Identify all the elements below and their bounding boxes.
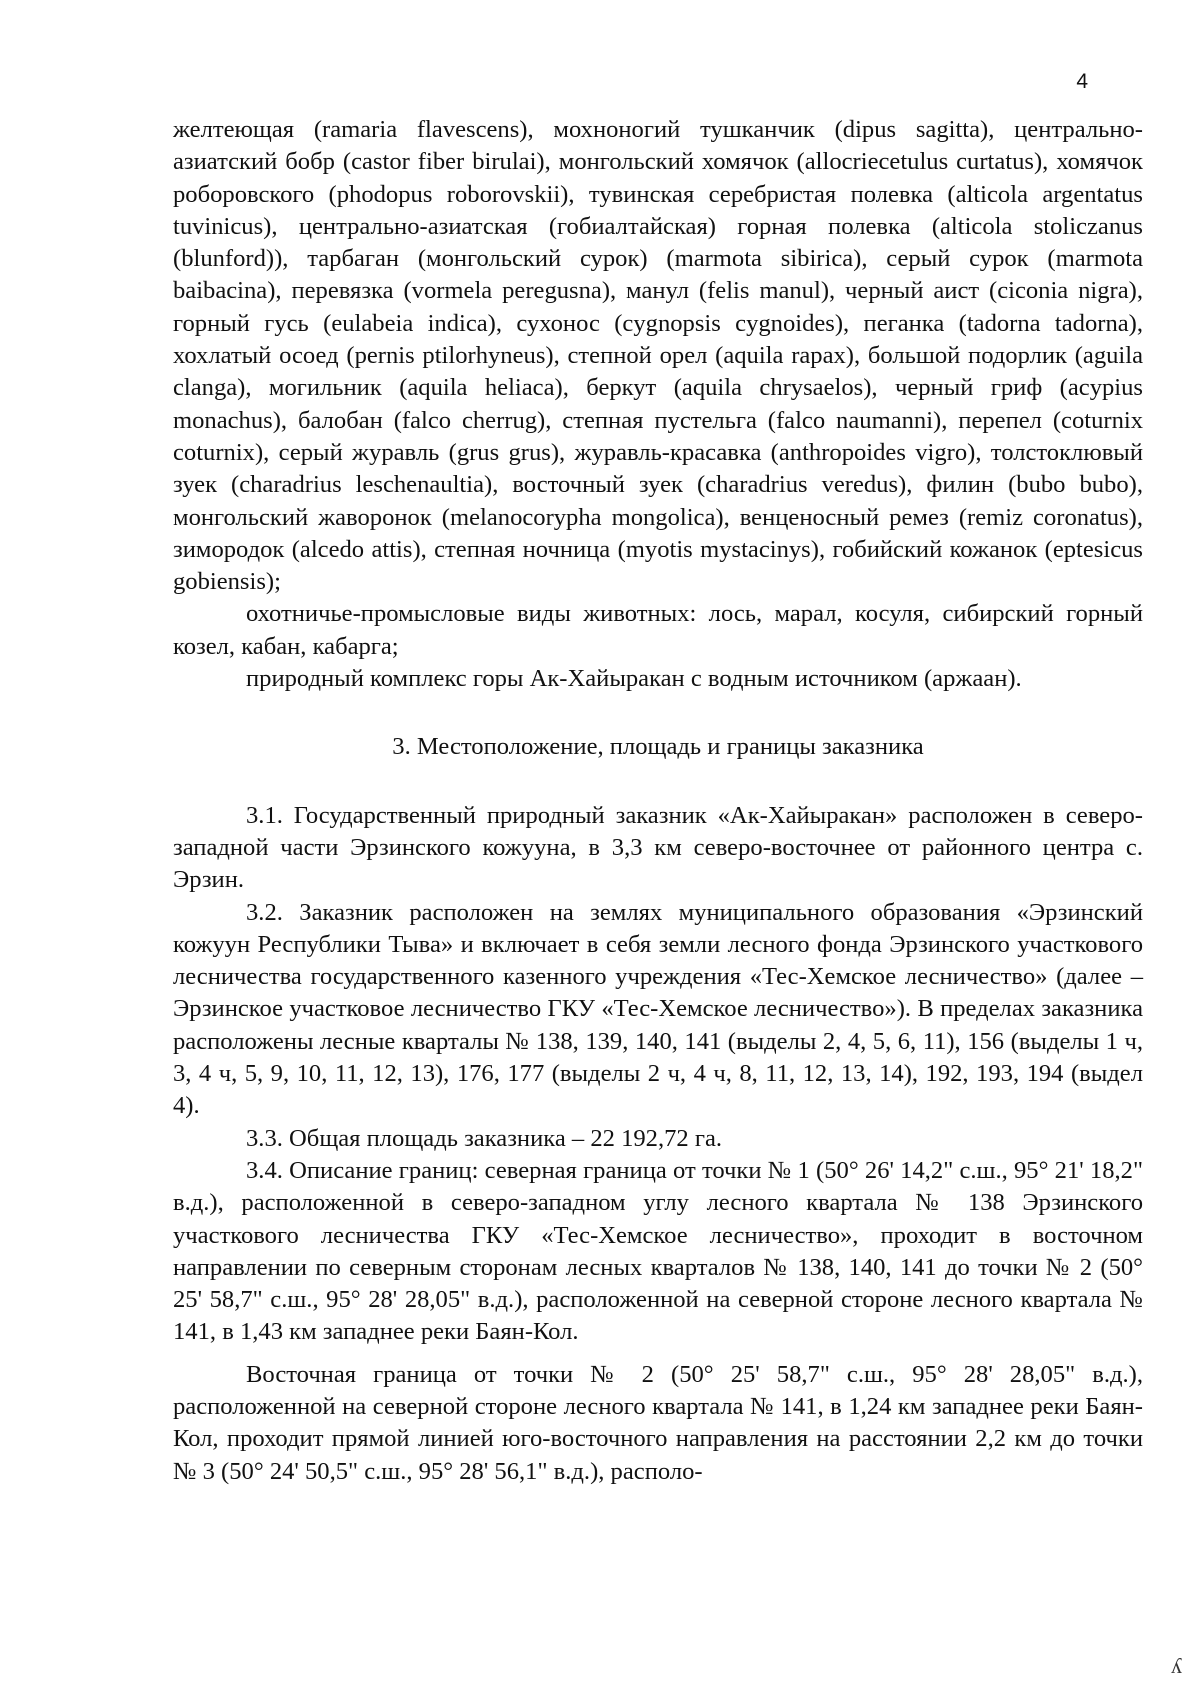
corner-mark: ʎ bbox=[1171, 1653, 1182, 1678]
section-3-4: 3.4. Описание границ: северная граница от точки № 1 (50° 26' 14,2" с.ш., 95° 21' 18,2" в.д.), расположенной в северо-западном углу лесного квартала № 138 Эрзинского участкового лесничества ГКУ «Тес-Хемское лесничество», проходит в восточном направлении по северным сторонам лесных кварталов № 138, 140, 141 до точки № 2 (50° 25' 58,7" с.ш., 95° 28' 28,05" в.д.), расположенной на северной стороне лесного квартала № 141, в 1,43 км западнее реки Баян-Кол. bbox=[173, 1156, 1143, 1346]
paragraph-game-species: охотничье-промысловые виды животных: лось, марал, косуля, сибирский горный козел, кабан, кабарга; bbox=[173, 600, 1143, 660]
paragraph-eastern-boundary: Восточная граница от точки № 2 (50° 25' 58,7" с.ш., 95° 28' 28,05" в.д.), расположенной на северной стороне лесного квартала № 141, в 1,24 км западнее реки Баян-Кол, проходит прямой линией юго-восточного направления на расстоянии 2,2 км до точки № 3 (50° 24' 50,5" с.ш., 95° 28' 56,1" в.д.), располо- bbox=[173, 1360, 1143, 1485]
page-number: 4 bbox=[1076, 70, 1088, 93]
paragraph-species-list: желтеющая (ramaria flavescens), мохноногий тушканчик (dipus sagitta), центрально-азиатский бобр (castor fiber birulai), монгольский хомячок (allocriecetulus curtatus), хомячок роборовского (phodopus roborovskii), тувинская серебристая полевка (alticola argentatus tuvinicus), центрально-азиатская (гобиалтайская) горная полевка (alticola stoliczanus (blunford)), тарбаган (монгольский сурок) (marmota sibirica), серый сурок (marmota baibacina), перевязка (vormela peregusna), манул (felis manul), черный аист (ciconia nigra), горный гусь (eulabeia indica), сухонос (cygnopsis cygnoides), пеганка (tadorna tadorna), хохлатый осоед (pernis ptilorhyneus), степной орел (aquila rapax), большой подорлик (aguila clanga), могильник (aquila heliaca), беркут (aquila chrysaelos), черный гриф (acypius monachus), балобан (falco cherrug), степная пустельга (falco naumanni), перепел (coturnix coturnix), серый журавль (grus grus), журавль-красавка (anthropoides vigro), толстоклювый зуек (charadrius leschenaultia), восточный зуек (charadrius veredus), филин (bubo bubo), монгольский жаворонок (melanocorypha mongolica), венценосный ремез (remiz coronatus), зимородок (alcedo attis), степная ночница (myotis mystacinys), гобийский кожанок (eptesicus gobiensis); bbox=[173, 116, 1143, 596]
paragraph-natural-complex: природный комплекс горы Ак-Хайыракан с водным источником (аржаан). bbox=[246, 665, 1022, 693]
section-3-3: 3.3. Общая площадь заказника – 22 192,72 га. bbox=[246, 1124, 723, 1152]
section-3-1: 3.1. Государственный природный заказник «Ак-Хайыракан» расположен в северо-западной части Эрзинского кожууна, в 3,3 км северо-восточнее от районного центра с. Эрзин. bbox=[173, 801, 1143, 894]
section-heading: 3. Местоположение, площадь и границы заказника bbox=[392, 733, 924, 761]
document-body bbox=[173, 114, 1143, 1488]
section-3-2: 3.2. Заказник расположен на землях муниципального образования «Эрзинский кожуун Республики Тыва» и включает в себя земли лесного фонда Эрзинского участкового лесничества государственного казенного учреждения «Тес-Хемское лесничество» (далее – Эрзинское участковое лесничество ГКУ «Тес-Хемское лесничество»). В пределах заказника расположены лесные кварталы № 138, 139, 140, 141 (выделы 2, 4, 5, 6, 11), 156 (выделы 1 ч, 3, 4 ч, 5, 9, 10, 11, 12, 13), 176, 177 (выделы 2 ч, 4 ч, 8, 11, 12, 13, 14), 192, 193, 194 (выдел 4). bbox=[173, 898, 1143, 1120]
